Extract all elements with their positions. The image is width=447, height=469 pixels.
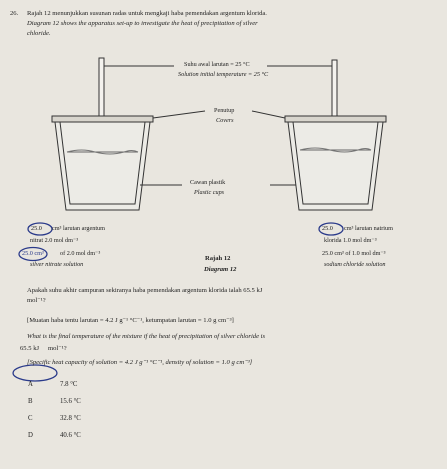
leader-cover-right xyxy=(252,111,285,118)
left-solution-ms-2: nitrat 2.0 mol dm⁻³ xyxy=(30,237,79,244)
question-text-en-cont: chloride. xyxy=(27,30,51,37)
left-solution-ms-1: cm³ larutan argentum xyxy=(52,225,105,232)
left-solution-en-conc: of 2.0 mol dm⁻³ xyxy=(60,250,101,257)
option-c-letter[interactable]: C xyxy=(28,415,33,422)
diagram-caption-en: Diagram 12 xyxy=(204,266,237,273)
right-solution-en-2: sodium chloride solution xyxy=(324,261,386,268)
leader-cover-left xyxy=(153,111,205,118)
option-b-letter[interactable]: B xyxy=(28,398,33,405)
label-initial-temp-en: Solution initial temperature = 25 °C xyxy=(178,71,269,78)
label-cover-ms: Penutup xyxy=(214,107,235,114)
prompt-en-2: mol⁻¹? xyxy=(48,345,67,352)
option-d-letter[interactable]: D xyxy=(28,432,33,439)
question-text-en: Diagram 12 shows the apparatus set-up to investigate the heat of precipitation of silver xyxy=(27,20,258,27)
label-initial-temp-ms: Suhu awal larutan = 25 °C xyxy=(184,61,250,68)
option-a-letter[interactable]: A xyxy=(28,381,33,388)
right-volume: 25.0 xyxy=(322,225,333,232)
option-a-text[interactable]: 7.8 °C xyxy=(60,381,78,388)
option-b-text[interactable]: 15.6 °C xyxy=(60,398,81,405)
left-volume: 25.0 xyxy=(31,225,42,232)
prompt-en-data: [Specific heat capacity of solution = 4.2 J g⁻¹ °C⁻¹, density of solution = 1.0 g cm⁻³] xyxy=(27,359,253,366)
cover-left xyxy=(52,116,153,122)
question-text-ms: Rajah 12 menunjukkan susunan radas untuk mengkaji haba pemendakan argentum klorida. xyxy=(27,10,267,17)
cover-right xyxy=(285,116,386,122)
right-solution-en-1: 25.0 cm³ of 1.0 mol dm⁻³ xyxy=(322,250,386,257)
right-solution-ms-1: cm³ larutan natrium xyxy=(344,225,393,232)
label-cup-ms: Cawan plastik xyxy=(190,179,226,186)
option-d-text[interactable]: 40.6 °C xyxy=(60,432,81,439)
label-cup-en: Plastic cups xyxy=(194,189,225,196)
right-solution-ms-2: klorida 1.0 mol dm⁻³ xyxy=(324,237,377,244)
left-solution-en-name: silver nitrate solution xyxy=(30,261,84,268)
left-solution-en-vol: 25.0 cm³ xyxy=(22,250,44,257)
option-c-text[interactable]: 32.8 °C xyxy=(60,415,81,422)
prompt-ms-data: [Muatan haba tentu larutan = 4.2 J g⁻¹ °C⁻¹, ketumpatan larutan = 1.0 g cm⁻³] xyxy=(27,317,234,324)
prompt-en-value: 65.5 kJ xyxy=(20,345,40,352)
prompt-ms-2: mol⁻¹? xyxy=(27,297,46,304)
label-cover-en: Covers xyxy=(216,117,234,124)
question-number: 26. xyxy=(10,10,19,17)
prompt-en-1: What is the final temperature of the mixture if the heat of precipitation of silver chloride is xyxy=(27,333,266,340)
diagram-caption-ms: Rajah 12 xyxy=(205,255,231,262)
prompt-ms-1: Apakah suhu akhir campuran sekiranya haba pemendakan argentum klorida ialah 65.5 kJ xyxy=(27,287,263,294)
pen-circle-answer xyxy=(13,365,57,381)
